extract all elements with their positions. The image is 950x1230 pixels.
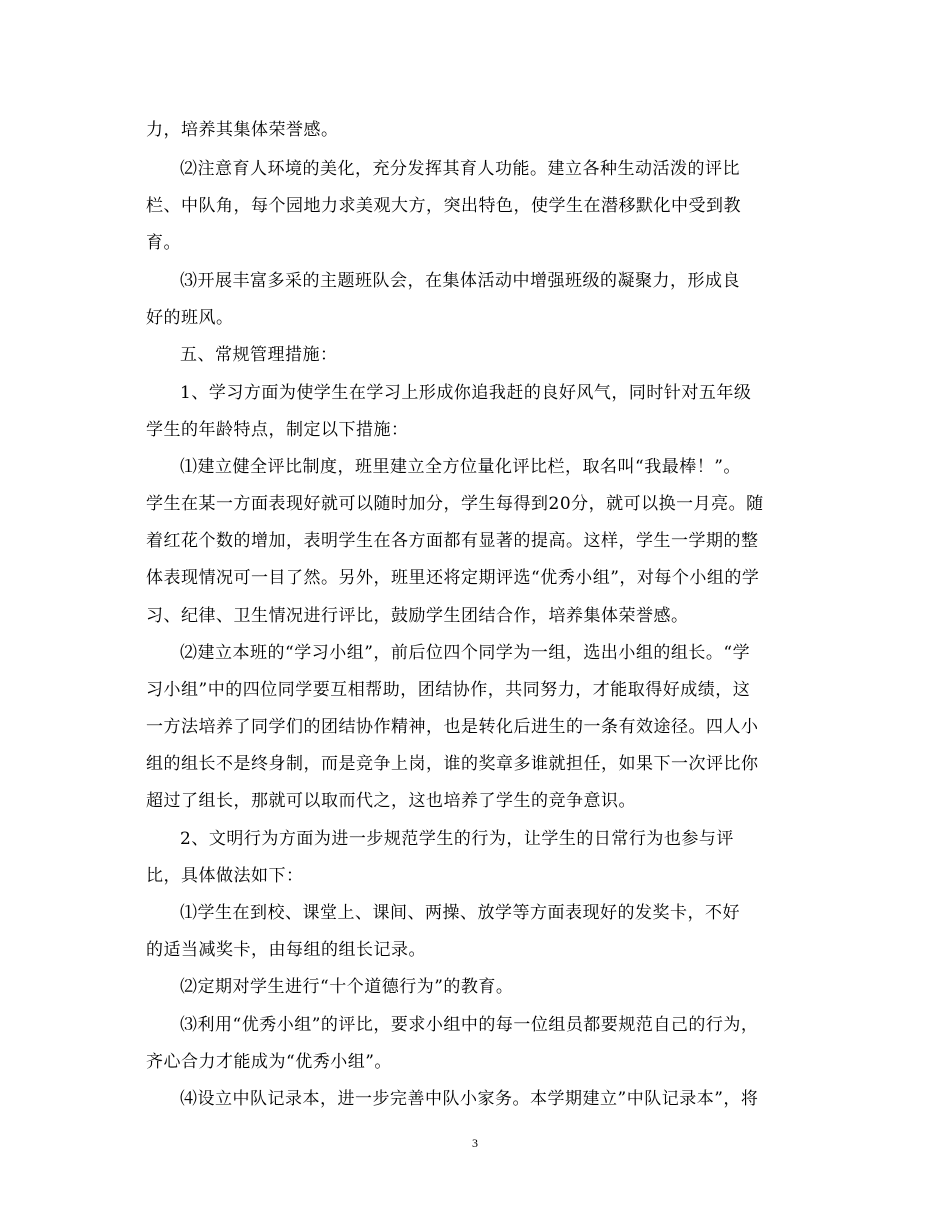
text-line: 着红花个数的增加，表明学生在各方面都有显著的提高。这样，学生一学期的整 — [146, 531, 759, 551]
text-line: 超过了组长，那就可以取而代之，这也培养了学生的竞争意识。 — [146, 791, 636, 811]
page-number: 3 — [472, 1136, 478, 1150]
text-line: 习小组”中的四位同学要互相帮助，团结协作，共同努力，才能取得好成绩，这 — [146, 680, 751, 700]
text-line: ⑷设立中队记录本，进一步完善中队小家务。本学期建立”中队记录本”，将 — [180, 1089, 759, 1109]
text-line: ⑴学生在到校、课堂上、课间、两操、放学等方面表现好的发奖卡，不好 — [180, 903, 740, 923]
text-line: 习、纪律、卫生情况进行评比，鼓励学生团结合作，培养集体荣誉感。 — [146, 606, 689, 626]
text-line: ⑵注意育人环境的美化，充分发挥其育人功能。建立各种生动活泼的评比 — [180, 159, 740, 179]
text-line: 2、文明行为方面为进一步规范学生的行为，让学生的日常行为也参与评 — [180, 829, 734, 849]
text-line: 组的组长不是终身制，而是竞争上岗，谁的奖章多谁就担任，如果下一次评比你 — [146, 754, 759, 774]
text-line: 比，具体做法如下： — [146, 866, 304, 886]
text-line: ⑴建立健全评比制度，班里建立全方位量化评比栏，取名叫“我最棒！”。 — [180, 457, 741, 477]
text-line: 力，培养其集体荣誉感。 — [146, 120, 339, 140]
text-line: 育。 — [146, 233, 181, 253]
text-line: ⑶开展丰富多采的主题班队会，在集体活动中增强班级的凝聚力，形成良 — [180, 271, 740, 291]
text-line: 栏、中队角，每个园地力求美观大方，突出特色，使学生在潜移默化中受到教 — [146, 196, 741, 216]
text-line: 学生的年龄特点，制定以下措施： — [146, 420, 409, 440]
text-line: 好的班风。 — [146, 308, 234, 328]
text-line: 齐心合力才能成为“优秀小组”。 — [146, 1052, 392, 1072]
text-line: 1、学习方面为使学生在学习上形成你追我赶的良好风气，同时针对五年级 — [180, 383, 752, 403]
text-line: ⑶利用“优秀小组”的评比，要求小组中的每一位组员都要规范自己的行为， — [180, 1015, 759, 1035]
text-line: 体表现情况可一目了然。另外，班里还将定期评选“优秀小组”，对每个小组的学 — [146, 568, 760, 588]
text-line: ⑵建立本班的“学习小组”，前后位四个同学为一组，选出小组的组长。“学 — [180, 643, 751, 663]
text-line: 学生在某一方面表现好就可以随时加分，学生每得到20分，就可以换一月亮。随 — [146, 494, 764, 514]
text-line: 的适当减奖卡，由每组的组长记录。 — [146, 940, 426, 960]
section-heading: 五、常规管理措施： — [180, 345, 338, 365]
text-line: ⑵定期对学生进行“十个道德行为”的教育。 — [180, 977, 514, 997]
text-line: 一方法培养了同学们的团结协作精神，也是转化后进生的一条有效途径。四人小 — [146, 717, 759, 737]
